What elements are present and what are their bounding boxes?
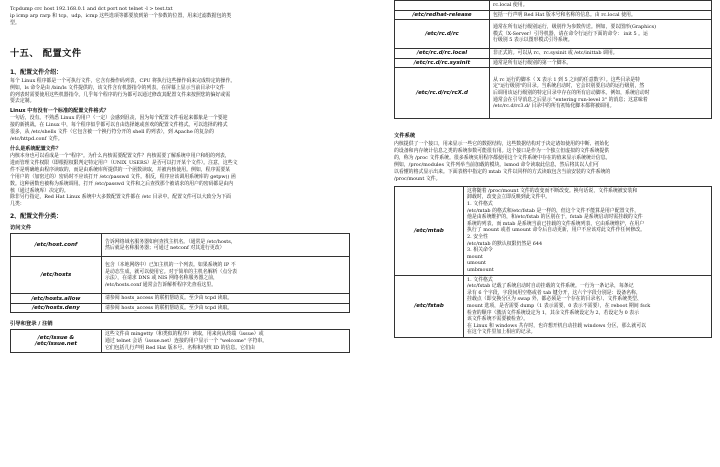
file-desc bbox=[490, 10, 712, 20]
top-command-lines bbox=[10, 6, 350, 27]
text-line: 几类： bbox=[10, 201, 25, 208]
text-line: 例如，ls 命令是由 /bin/ls 文件提供的，该文件含有机器指令的列表，在屏幕上显示当前目录中文件 bbox=[10, 84, 225, 91]
file-desc bbox=[102, 257, 350, 294]
paragraph bbox=[10, 153, 350, 208]
desc-line: 通过 telnet 会话（issue.net）连接的用户显示一个 "welcome" 字符串。 bbox=[105, 338, 268, 344]
table-row bbox=[395, 49, 712, 59]
desc-line: 非正式的。可以从 rc、rc.sysinit 或 /etc/inittab 调用。 bbox=[493, 50, 618, 57]
desc-line: /etc/hosts.conf 通常会告诉解析程序先查看这里。 bbox=[105, 281, 217, 288]
text-line: 一句话，没有。不熟悉 Linux 的用户（一定）会感到沮丧，因为每个配置文件看起来都象是一个要迎 bbox=[10, 115, 228, 122]
desc-line: 它们包括几行声明 Red Hat 版本号、名称和内核 ID 的信息。它们由 bbox=[105, 344, 255, 351]
desc-line: 2. 安全性 bbox=[467, 233, 488, 240]
desc-line: 是动态生成，就可以使用它。对于简单的主机名解析（点分表 bbox=[105, 268, 238, 275]
desc-line: 在 Linux 和 windows 共存时，也许想开机自动挂载 windows 分区，那么就可以 bbox=[467, 322, 647, 329]
desc-line: 请参阅 hosts_access 的联机帮助页。至少由 tcpd 读取。 bbox=[105, 295, 233, 302]
question-title: 什么是系统配置文件？ bbox=[10, 145, 61, 152]
table-title: 访问文件 bbox=[10, 225, 32, 232]
boot-login-table bbox=[10, 329, 350, 353]
filesystem-table bbox=[394, 186, 712, 338]
desc-line: umount bbox=[467, 260, 486, 267]
file-key: /etc/rc.d/rc.sysinit bbox=[395, 58, 490, 68]
text-line: 内核本身也可以看成是一个"程序"。为什么内核需要配置文件？内核需要了解系统中用户和组的列表， bbox=[10, 152, 230, 159]
paragraph bbox=[394, 141, 712, 182]
file-desc bbox=[490, 58, 712, 68]
desc-line: umbmount bbox=[467, 266, 494, 273]
desc-line: 示法），在请求 DNS 或 NIS 网络名称服务器之前， bbox=[105, 275, 218, 282]
table-row bbox=[395, 1, 712, 11]
file-key: /etc/rc.d/rc bbox=[395, 20, 490, 49]
section-title: 2、配置文件分类： bbox=[10, 213, 63, 221]
file-key: /etc/fstab bbox=[395, 275, 464, 337]
table-row bbox=[11, 303, 350, 313]
question-title: Linux 中有没有一个标准的配置文件格式？ bbox=[10, 108, 109, 115]
desc-line: 定"运行级别"的目录。当系统启动时，它会识别要启动的运行级别，然 bbox=[493, 83, 645, 90]
chapter-title: 十五、 配置文件 bbox=[10, 47, 82, 59]
file-desc bbox=[490, 68, 712, 119]
desc-line: /etc/fstab 记载了系统启动时自动挂载的文件系统。一行为一条记录，每条记 bbox=[467, 283, 634, 290]
file-key: /etc/host.conf bbox=[11, 234, 102, 257]
file-desc bbox=[464, 186, 712, 275]
text-line: 以看懂的格式显示出来。下面表格中指定的 mtab 文件以同样的方式读取包含当前安装的文件系统的 bbox=[394, 169, 611, 175]
text-line: 的，称为 /proc 文件系统。很多系统实用程序都使用这个文件系统中存在的值来显示系统统计信息。 bbox=[394, 155, 611, 162]
paragraph bbox=[10, 78, 350, 106]
file-desc bbox=[102, 330, 350, 353]
text-line: 很多，从 /etc/shells 文件（它包含被一个换行符分开的 shell 的列表），到 Apache 的复杂的 bbox=[10, 129, 214, 136]
desc-line: 然后就是名称服务器；可通过 netconf 对其进行更改） bbox=[105, 245, 225, 252]
file-desc bbox=[102, 303, 350, 313]
desc-line: 请参阅 hosts_access 的联机帮助页。至少由 tcpd 读取。 bbox=[105, 304, 233, 311]
desc-line: 通常是所有运行级别的第一个脚本。 bbox=[493, 59, 572, 66]
desc-line: 1. 文件格式 bbox=[467, 276, 493, 283]
desc-line: 该文件系统不需要被检查）。 bbox=[467, 316, 529, 323]
desc-line: 执行了 mount 或者 umount 命令后自动更新，用户不应该对此文件作任何修改。 bbox=[467, 227, 646, 234]
access-files-table bbox=[10, 233, 350, 313]
file-desc bbox=[102, 294, 350, 304]
text-line: 核（通过系统库）决定的。 bbox=[10, 187, 69, 194]
table-row bbox=[395, 20, 712, 49]
desc-line: 包括一行声明 Red Hat 版本号和名称的信息。由 rc.local 使用。 bbox=[493, 11, 636, 18]
text-line: 的设备和内存统计信息之类的系统参数可能很有用。这个接口是作为一个独立但虚拟的文件系统提供 bbox=[394, 148, 610, 155]
desc-line: /etc/mtab 的默认权限仍然是 644 bbox=[467, 240, 543, 247]
text-line: /proc/mount 文件。 bbox=[394, 175, 441, 182]
table-title: 引导和登录 / 注销 bbox=[10, 321, 53, 328]
text-line: 接的新挑战。在 Linux 中，每个程序似乎都可以自由选择她或喜欢的配置文件格式。可以选择的格式 bbox=[10, 122, 228, 129]
text-line: 例如，/proc/modules 文件列举当前加载的模块。lsmod 命令读取此信息，然后将其以人们可 bbox=[394, 162, 599, 169]
desc-line: 模式（X-Server）引导机器，请在命令行运行下面的命令： init 5 。运 bbox=[493, 30, 648, 37]
file-desc bbox=[490, 49, 712, 59]
left-column bbox=[10, 0, 350, 353]
desc-line: mount bbox=[467, 253, 483, 260]
text-line: 进而管理文件权限（即根据权限判定特定用户（UNIX_USERS）是否可以打开某个文件）。注意，这些文 bbox=[10, 159, 238, 166]
desc-line: 在这个文件里加上相应的记录。 bbox=[467, 329, 536, 336]
desc-line: 系统的列表，而 mtab 是系统当前已挂载的文件系统列表，它由系统维护，在用户 bbox=[467, 220, 645, 227]
desc-line: 他是由系统维护的，和/etc/fstab 的区别在于，fstab 是系统启动时需挂载的文件 bbox=[467, 214, 643, 221]
table-row bbox=[395, 68, 712, 119]
file-key: /etc/issue & /etc/issue.net bbox=[11, 330, 102, 353]
file-key: /etc/rc.d/rc.local bbox=[395, 49, 490, 59]
desc-line: mount 选项，是否需要 dump（1 表示需要，0 表示不需要），在 reboot 期间 fsck bbox=[467, 302, 651, 309]
text-line: 内核提供了一个接口，用来显示一些它的数据结构，这些数据结构对于决定诸如使用的中断、初始化 bbox=[394, 141, 610, 148]
text-line: /etc/httpd.conf 文件。 bbox=[10, 136, 63, 143]
file-key: /etc/rc.d/rc/rcX.d bbox=[395, 68, 490, 119]
file-key bbox=[395, 1, 490, 11]
desc-line: 包含（本地网络中）已知主机的一个列表。如果系统的 IP 不 bbox=[105, 262, 236, 269]
table-row bbox=[395, 186, 712, 275]
file-desc bbox=[490, 20, 712, 49]
desc-line: 通常会在引导消息之后显示 "entering run-level 3" 的消息；这意味着 bbox=[493, 96, 648, 103]
table-row bbox=[395, 275, 712, 337]
text-line: 个用户的（加密过的）密码时不应该打开 /etc/passwd 文件。相反，程序应该调用系统库的 getpw() 函 bbox=[10, 173, 236, 180]
file-key: /etc/hosts bbox=[11, 257, 102, 294]
file-desc bbox=[102, 234, 350, 257]
desc-line: 这将随着 /proc/mount 文件的改变而不断改变。换句话说，文件系统被安装和 bbox=[467, 187, 638, 194]
text-line: 件不是明确地由程序读取的，而是由系统库所提供的一个函数读取，并被内核使用。例如，程序需要某 bbox=[10, 166, 231, 173]
file-key: /etc/redhat-release bbox=[395, 10, 490, 20]
table-row bbox=[395, 58, 712, 68]
desc-line: 卸载时，改变会立即反映到此文件中。 bbox=[467, 194, 551, 201]
text-line: Tcpdump crc host 192.168.0.1 and dct port not telnet -l > test.txt bbox=[10, 6, 173, 12]
desc-line: 通常在所有运行级别运行，级别作为参数传送。例如，要以图形(Graphics) bbox=[493, 24, 657, 31]
file-desc bbox=[490, 1, 712, 11]
desc-line: 告诉网络域名服务器如何查找主机名。（通常是 /etc/hosts， bbox=[105, 238, 236, 245]
text-line: 数。这种函数也被称为系统调用。打开 /etc/passwd 文件和之后查找那个被请求的用户的密码都是由内 bbox=[10, 180, 234, 187]
desc-line: /etc/rc.d/rc3.d/ 目录中的所有初始化脚本都将被调用。 bbox=[493, 103, 615, 110]
right-column bbox=[394, 0, 712, 338]
desc-line: 行级别 5 表示以图形模式引导系统。 bbox=[493, 37, 573, 44]
desc-line: 录有 6 个字段，字段间用空格或者 tab 键分开，这六个字段分别是：设备名称， bbox=[467, 289, 641, 296]
desc-line: 1. 文件格式 bbox=[467, 201, 493, 207]
text-line: 除非另行指定，Red Hat Linux 系统中大多数配置文件都在 /etc 目录中。配置文件可以大致分为下面 bbox=[10, 194, 231, 201]
section-title: 1、配置文件介绍： bbox=[10, 68, 63, 76]
startup-scripts-table bbox=[394, 0, 712, 119]
text-line: 型。 bbox=[10, 19, 20, 26]
desc-line: 从 rc 运行的脚本（ X 表示 1 到 5 之间的任意数字）。这些目录是特 bbox=[493, 76, 641, 83]
table-row bbox=[11, 234, 350, 257]
table-row bbox=[11, 294, 350, 304]
table-row bbox=[11, 257, 350, 294]
paragraph bbox=[10, 115, 350, 143]
desc-line: 挂载点（即交换分区为 swap 外，都必须是一个存在的目录名）、文件系统类型、 bbox=[467, 296, 642, 303]
file-desc bbox=[464, 275, 712, 337]
text-line: 的列表时需要使用这些机器指令。几乎每个程序的行为都可以通过修改其配置文件来按照您的偏好或需 bbox=[10, 91, 231, 98]
text-line: ip icmp arp rarp 和 tcp、udp、icmp 这些选项等都要放到第一个参数的位置，用来过滤数据包的类 bbox=[10, 12, 232, 19]
text-line: 每个 Linux 程序都是一个可执行文件，它含有操作码列表，CPU 将执行这些操作码来完成特定的操作。 bbox=[10, 77, 236, 84]
desc-line: 检查的顺序（激活文件系统设定为 1，其余文件系统设定为 2，若设定为 0 表示 bbox=[467, 309, 640, 316]
text-line: 要去定制。 bbox=[10, 98, 35, 105]
desc-line: 这些文件由 mingetty（和类似的程序）读取，用来向从终端（issue）或 bbox=[105, 331, 264, 338]
file-key: /etc/hosts.deny bbox=[11, 303, 102, 313]
file-key: /etc/mtab bbox=[395, 186, 464, 275]
desc-line: rc.local 使用。 bbox=[493, 2, 528, 8]
desc-line: 3. 相关命令 bbox=[467, 247, 493, 254]
desc-line: 后调用该运行级别的特定目录中存在的所有启动脚本。例如，系统启动时 bbox=[493, 90, 650, 97]
table-row bbox=[395, 10, 712, 20]
desc-line: /etc/mtab 的格式和/etc/fstab 是一样的，但这个文件不能算是用户配置文件， bbox=[467, 207, 640, 214]
file-key: /etc/hosts.allow bbox=[11, 294, 102, 304]
section-title: 文件系统 bbox=[394, 133, 416, 140]
table-row bbox=[11, 330, 350, 353]
